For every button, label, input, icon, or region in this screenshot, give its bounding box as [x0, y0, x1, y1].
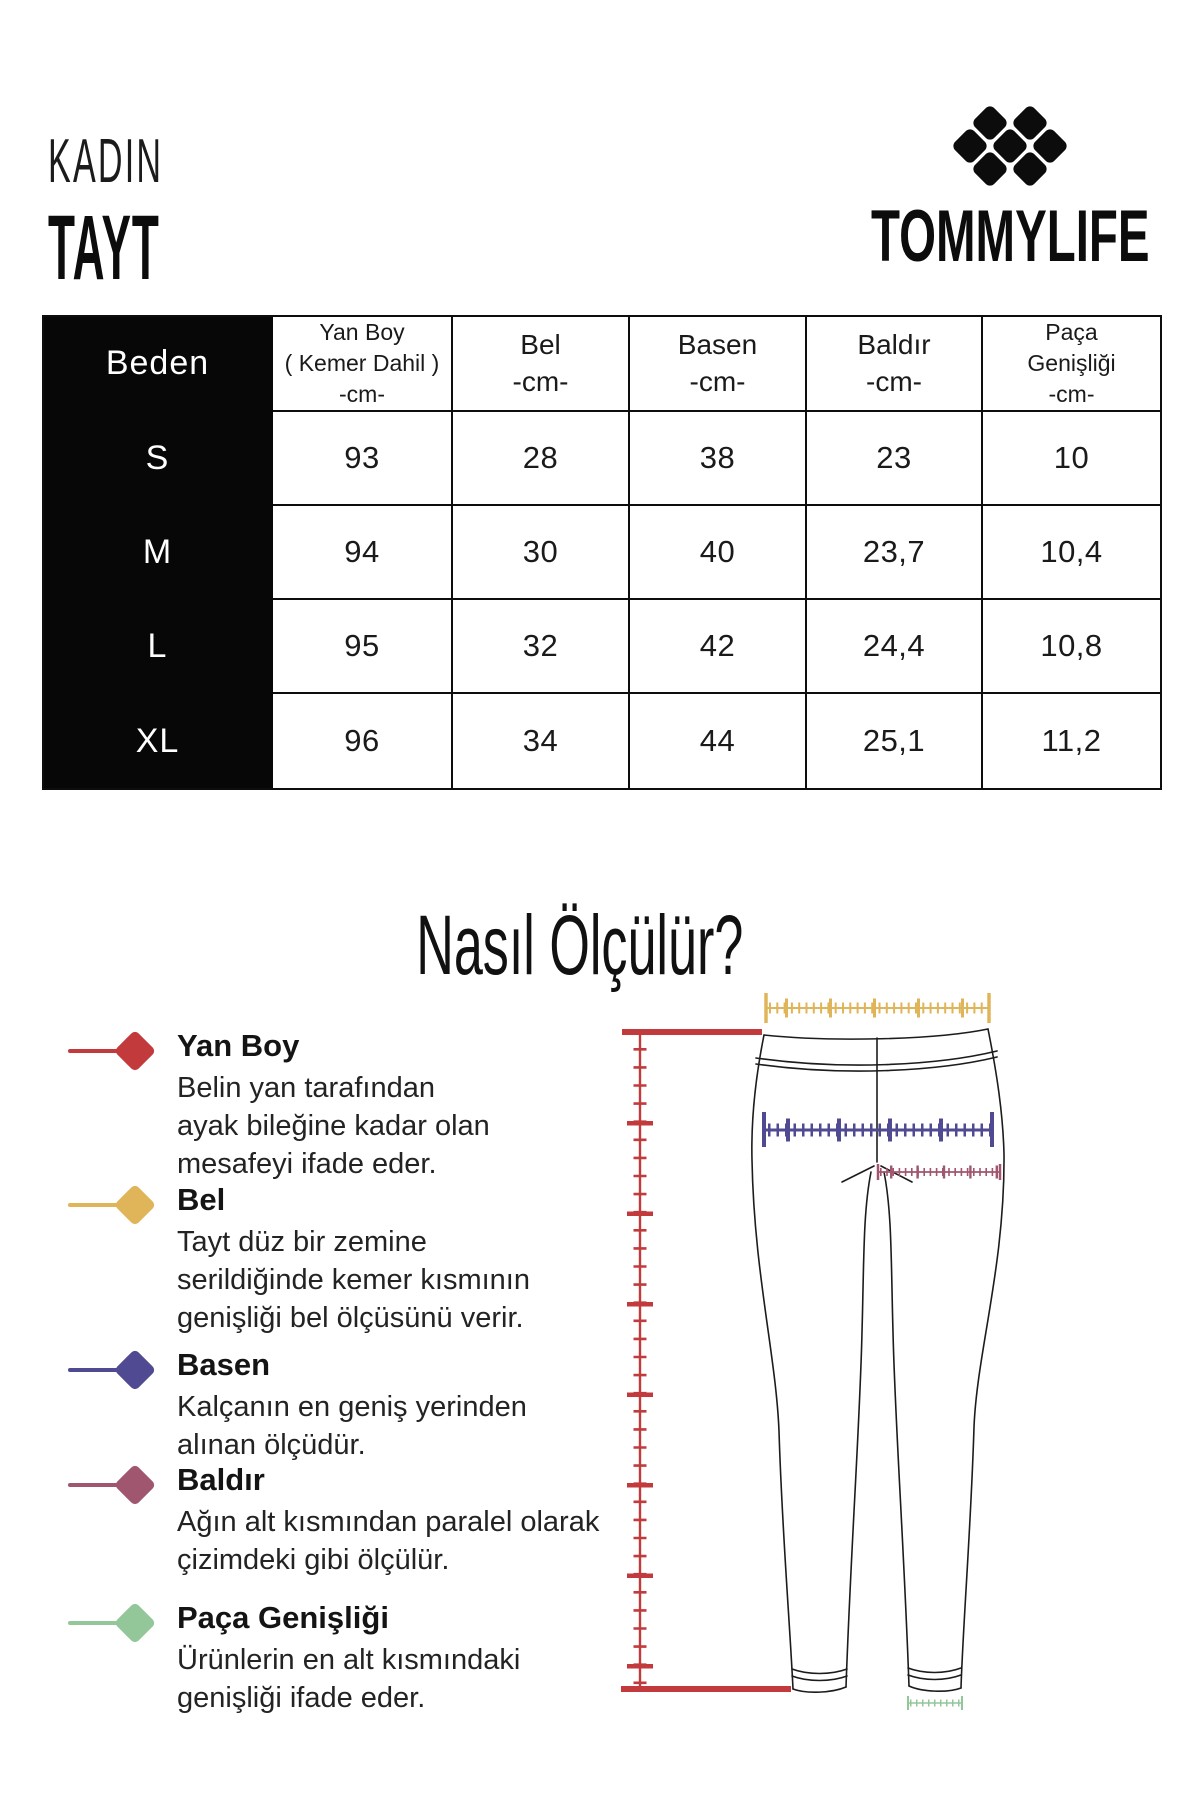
- legend-title: Basen: [177, 1347, 271, 1382]
- legend-description: Belin yan tarafından ayak bileğine kadar olan mesafeyi ifade eder.: [177, 1072, 490, 1180]
- yan-boy-diamond-icon: [68, 1028, 177, 1076]
- table-value: 25,1: [807, 694, 983, 788]
- basen-diamond-icon: [68, 1347, 177, 1395]
- baldir-diamond-icon: [68, 1462, 177, 1510]
- table-value: 34: [453, 694, 630, 788]
- legend-title: Paça Genişliği: [177, 1600, 389, 1635]
- product-title: TAYT: [48, 197, 160, 299]
- table-value: 23,7: [807, 506, 983, 600]
- legend-item-bel: [68, 1182, 530, 1337]
- category-title: KADIN: [48, 127, 164, 196]
- table-value: 93: [273, 412, 453, 506]
- paca-genisligi-diamond-icon: [68, 1600, 177, 1648]
- row-label-xl: XL: [44, 694, 273, 788]
- table-value: 44: [630, 694, 807, 788]
- column-header-yan-boy: Yan Boy ( Kemer Dahil ) -cm-: [273, 317, 453, 412]
- how-to-measure-title: Nasıl Ölçülür?: [416, 898, 744, 992]
- column-header-basen: Basen -cm-: [630, 317, 807, 412]
- legend-description: Ürünlerin en alt kısmındaki genişliği ifade eder.: [177, 1644, 521, 1714]
- column-header-bel: Bel -cm-: [453, 317, 630, 412]
- row-label-m: M: [44, 506, 273, 600]
- legend-description: Tayt düz bir zemine serildiğinde kemer kısmının genişliği bel ölçüsünü verir.: [177, 1226, 530, 1334]
- legend-title: Yan Boy: [177, 1028, 300, 1063]
- table-value: 32: [453, 600, 630, 694]
- legend-item-basen: [68, 1347, 527, 1464]
- bel-ruler: [766, 993, 989, 1023]
- legend-description: Kalçanın en geniş yerinden alınan ölçüdür.: [177, 1391, 527, 1461]
- table-value: 11,2: [983, 694, 1160, 788]
- column-header-baldir: Baldır -cm-: [807, 317, 983, 412]
- row-label-l: L: [44, 600, 273, 694]
- table-value: 28: [453, 412, 630, 506]
- legend-item-yan-boy: [68, 1028, 490, 1183]
- table-value: 10,4: [983, 506, 1160, 600]
- legend-title: Bel: [177, 1182, 226, 1217]
- legend-item-baldir: [68, 1462, 599, 1579]
- table-value: 10,8: [983, 600, 1160, 694]
- basen-ruler: [764, 1112, 992, 1147]
- table-value: 38: [630, 412, 807, 506]
- table-value: 95: [273, 600, 453, 694]
- legend-title: Baldır: [177, 1462, 265, 1497]
- table-corner-label: Beden: [44, 317, 273, 412]
- legend-description: Ağın alt kısmından paralel olarak çizimdeki gibi ölçülür.: [177, 1506, 600, 1576]
- legend-item-paca-genisligi: [68, 1600, 520, 1717]
- tommylife-diamond-logo-icon: [944, 100, 1076, 192]
- paca-genisligi-ruler: [908, 1696, 962, 1710]
- table-value: 96: [273, 694, 453, 788]
- table-value: 40: [630, 506, 807, 600]
- size-table: [42, 315, 1162, 790]
- table-value: 30: [453, 506, 630, 600]
- leggings-measurement-diagram: [540, 980, 1020, 1720]
- bel-diamond-icon: [68, 1182, 177, 1230]
- table-value: 10: [983, 412, 1160, 506]
- table-value: 23: [807, 412, 983, 506]
- brand-name: TOMMYLIFE: [871, 196, 1150, 277]
- baldir-ruler: [878, 1164, 1000, 1180]
- table-value: 24,4: [807, 600, 983, 694]
- table-value: 94: [273, 506, 453, 600]
- row-label-s: S: [44, 412, 273, 506]
- table-value: 42: [630, 600, 807, 694]
- column-header-paca-genisligi: Paça Genişliği -cm-: [983, 317, 1160, 412]
